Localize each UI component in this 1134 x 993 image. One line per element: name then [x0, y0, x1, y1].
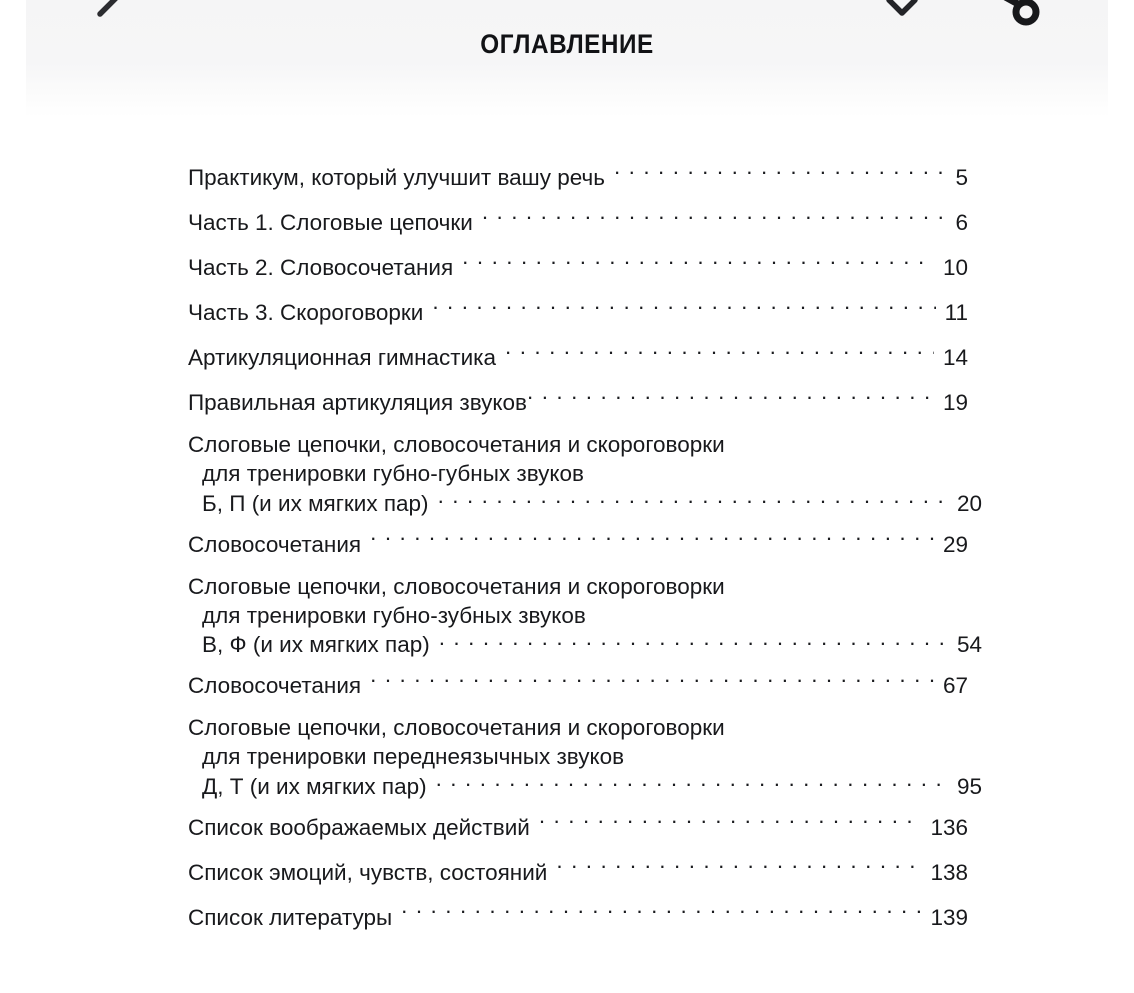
- dot-leader: [556, 857, 921, 880]
- toc-line: [188, 900, 968, 936]
- dot-leader: [370, 529, 934, 552]
- dot-leader: [482, 208, 947, 231]
- toc-entry[interactable]: [188, 205, 968, 241]
- toc-entry-label: Слоговые цепочки, словосочетания и скороговорки: [188, 715, 725, 740]
- toc-entry-label: Список литературы: [188, 904, 393, 930]
- dot-leader: [462, 253, 934, 276]
- back-arrow-icon[interactable]: [86, 0, 132, 30]
- page-title: ОГЛАВЛЕНИЕ: [480, 29, 654, 59]
- toc-entry[interactable]: [188, 160, 968, 196]
- dot-leader: [527, 388, 934, 411]
- toc-line: [188, 295, 968, 331]
- toc-line: [188, 713, 968, 742]
- toc-line: [188, 771, 982, 801]
- dot-leader: [370, 671, 934, 694]
- toc-page-number: 54: [956, 632, 982, 657]
- toc-entry[interactable]: [188, 340, 968, 376]
- toc-entry[interactable]: [188, 527, 968, 563]
- dot-leader: [614, 163, 947, 186]
- toc-entry-label: Слоговые цепочки, словосочетания и скороговорки: [188, 432, 725, 457]
- toc-entry-label: Словосочетания: [188, 531, 362, 557]
- toc-entry[interactable]: [188, 900, 968, 936]
- toc-page-number: 138: [930, 859, 968, 885]
- toc-entry-label: Часть 3. Скороговорки: [188, 300, 424, 325]
- toc-entry-label: Артикуляционная гимнастика: [188, 345, 496, 370]
- toc-page-number: 20: [956, 490, 982, 516]
- toc-entry-label: Список воображаемых действий: [188, 814, 530, 840]
- toc-line: [188, 488, 982, 518]
- toc-line: [188, 205, 968, 241]
- toc-line: [188, 527, 968, 563]
- toc-entry-label: Часть 1. Слоговые цепочки: [188, 210, 473, 235]
- toc-line: [188, 742, 982, 771]
- dot-leader: [436, 771, 948, 794]
- toc-entry-label: Список эмоций, чувств, состояний: [188, 859, 548, 885]
- toc-line: [188, 630, 982, 660]
- toc-entry-label: для тренировки губно-зубных звуков: [202, 602, 586, 628]
- toc-entry-label: Б, П (и их мягких пар): [202, 490, 429, 516]
- toc-line: [188, 430, 968, 459]
- toc-line: [188, 572, 968, 601]
- toc-entry-label: Практикум, который улучшит вашу речь: [188, 165, 605, 190]
- dot-leader: [432, 298, 935, 321]
- toc-line: [188, 810, 968, 846]
- toc-page-number: 11: [944, 300, 968, 325]
- toc-entry[interactable]: [188, 295, 968, 331]
- dot-leader: [438, 488, 948, 511]
- toc-entry[interactable]: [188, 713, 982, 801]
- toc-entry[interactable]: [188, 250, 968, 286]
- chevron-down-icon[interactable]: [880, 0, 924, 30]
- toc-line: [188, 160, 968, 196]
- toc-line: [188, 668, 968, 704]
- toc-page-number: 6: [955, 210, 968, 235]
- toc-line: [188, 250, 968, 286]
- toc-entry-label: для тренировки переднеязычных звуков: [202, 744, 625, 769]
- dot-leader: [539, 812, 922, 835]
- toc-page-number: 14: [942, 345, 968, 370]
- toc-entry[interactable]: [188, 855, 968, 891]
- toc-page-number: 67: [942, 673, 968, 698]
- toc-page-number: 139: [930, 904, 968, 930]
- toc-page-number: 136: [930, 814, 968, 840]
- toc-page-number: 29: [942, 531, 968, 557]
- toc-page-number: 10: [942, 255, 968, 280]
- toc-entry-label: Слоговые цепочки, словосочетания и скороговорки: [188, 573, 725, 599]
- toc-entry[interactable]: [188, 810, 968, 846]
- toc-entry-label: Словосочетания: [188, 673, 362, 698]
- toc-page-number: 95: [956, 773, 982, 799]
- dot-leader: [401, 902, 921, 925]
- toc-entry-label: В, Ф (и их мягких пар): [202, 632, 430, 657]
- toc-entry-label: Часть 2. Словосочетания: [188, 255, 454, 280]
- toc-line: [188, 601, 982, 630]
- toc-entry-label: Правильная артикуляция звуков: [188, 390, 527, 415]
- dot-leader: [505, 343, 934, 366]
- toc-page-number: 19: [942, 390, 968, 415]
- table-of-contents: [188, 160, 982, 936]
- dot-leader: [439, 630, 948, 653]
- toc-line: [188, 385, 968, 421]
- toc-page-number: 5: [955, 165, 968, 190]
- toc-entry[interactable]: [188, 668, 968, 704]
- toc-entry-label: для тренировки губно-губных звуков: [202, 461, 584, 486]
- toc-line: [188, 855, 968, 891]
- toc-entry[interactable]: [188, 430, 982, 518]
- toc-entry[interactable]: [188, 572, 982, 660]
- toc-line: [188, 459, 982, 488]
- toc-entry[interactable]: [188, 385, 968, 421]
- toc-entry-label: Д, Т (и их мягких пар): [202, 773, 427, 799]
- toc-line: [188, 340, 968, 376]
